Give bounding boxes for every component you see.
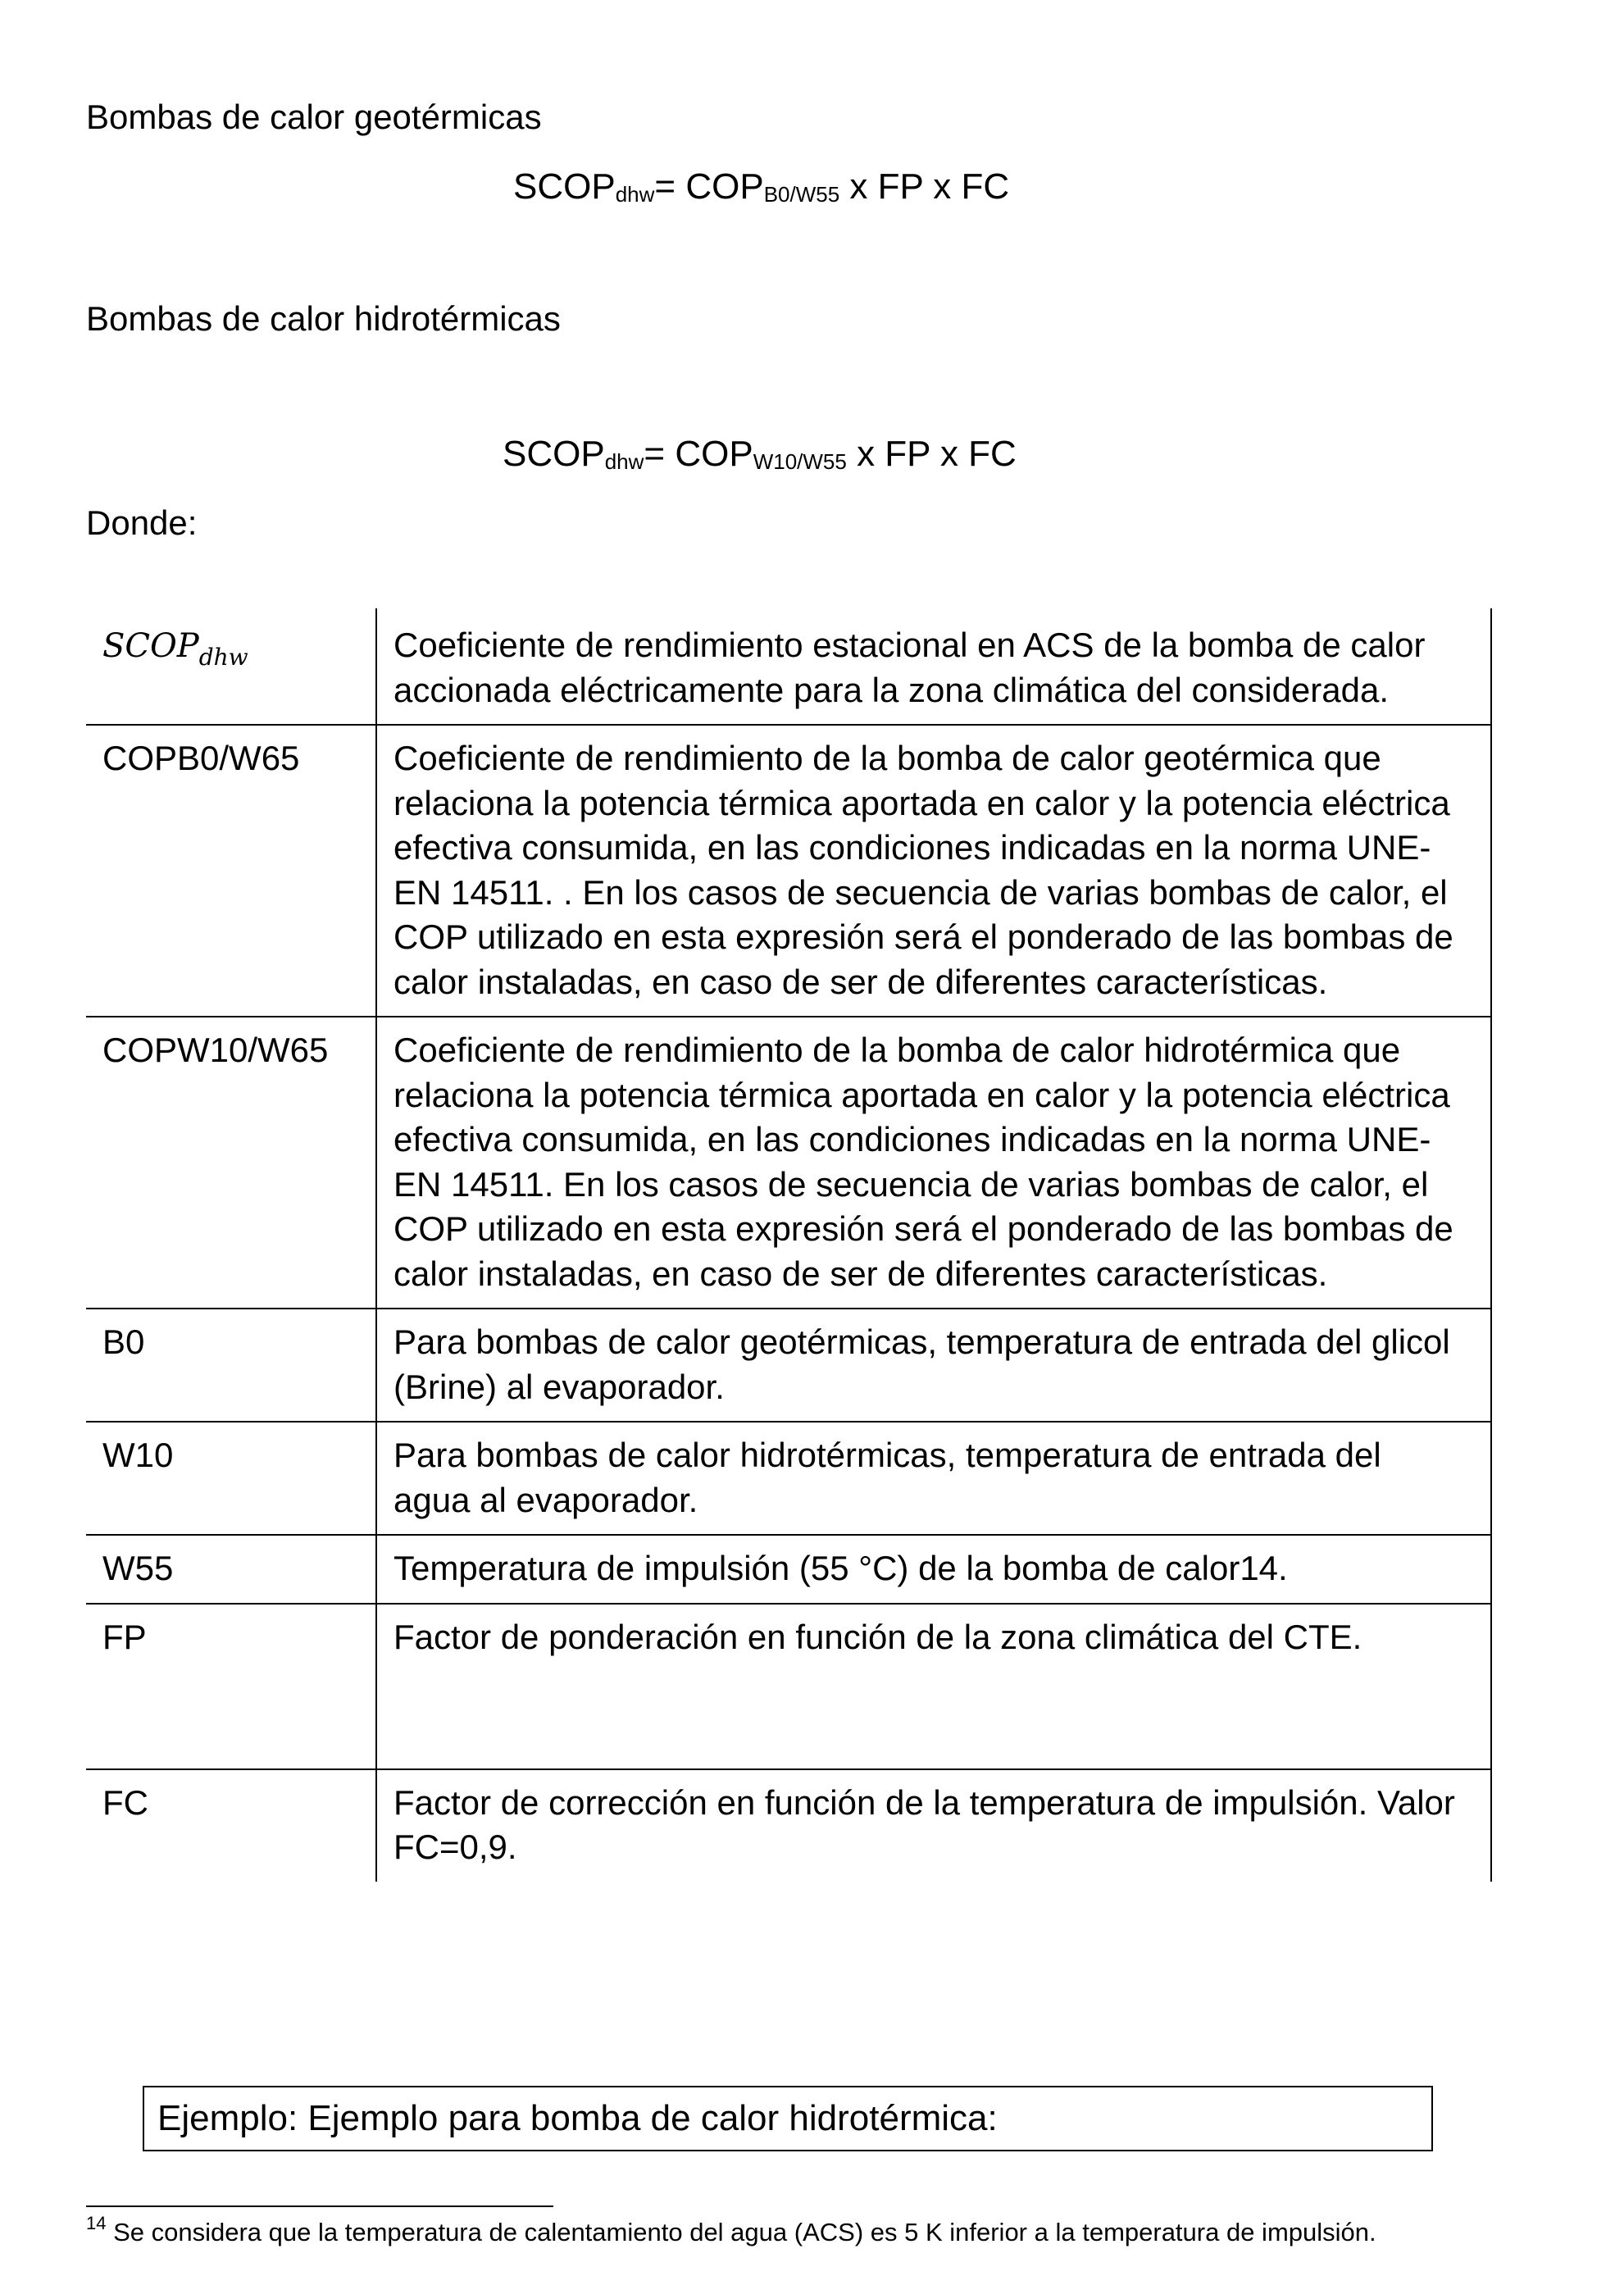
formula-factors: x FP x FC [839, 166, 1010, 207]
term-cell: FC [86, 1769, 376, 1882]
formula-equals-cop: = COP [644, 434, 753, 474]
example-box: Ejemplo: Ejemplo para bomba de calor hidrotérmica: [143, 2086, 1433, 2151]
description-cell: Factor de corrección en función de la temperatura de impulsión. Valor FC=0,9. [376, 1769, 1491, 1882]
section-title-geothermal: Bombas de calor geotérmicas [86, 98, 542, 136]
table-row [86, 1535, 1491, 1604]
table-row [86, 608, 1491, 725]
description-cell: Factor de ponderación en función de la zona climática del CTE. [376, 1604, 1491, 1769]
term-cell: FP [86, 1604, 376, 1769]
term-cell: W10 [86, 1422, 376, 1535]
formula-lhs: SCOP [503, 434, 605, 474]
footnote [86, 2215, 1492, 2250]
table-row [86, 1769, 1491, 1882]
formula-lhs: SCOP [513, 166, 616, 207]
section-title-hydrothermal: Bombas de calor hidrotérmicas [86, 299, 561, 338]
definitions-table [86, 608, 1492, 1882]
term-cell: B0 [86, 1309, 376, 1422]
formula-lhs-subscript: dhw [615, 182, 655, 207]
description-cell: Para bombas de calor geotérmicas, temperatura de entrada del glicol (Brine) al evaporador. [376, 1309, 1491, 1422]
formula-equals-cop: = COP [654, 166, 764, 207]
term-scop-dhw: $SCOP_{dhw}$ [102, 627, 248, 671]
formula-cop-subscript: W10/W55 [753, 449, 847, 474]
footnote-number: 14 [86, 2213, 107, 2233]
footnote-separator [86, 2205, 553, 2207]
description-cell: Temperatura de impulsión (55 °C) de la bomba de calor14. [376, 1535, 1491, 1604]
description-cell: Para bombas de calor hidrotérmicas, temperatura de entrada del agua al evaporador. [376, 1422, 1491, 1535]
term-cell: COPB0/W65 [86, 725, 376, 1017]
term-cell: W55 [86, 1535, 376, 1604]
where-label: Donde: [86, 503, 198, 542]
formula-hydrothermal [503, 432, 1017, 476]
formula-lhs-subscript: dhw [604, 449, 644, 474]
table-row [86, 1604, 1491, 1769]
formula-cop-subscript: B0/W55 [763, 182, 840, 207]
table-row [86, 1309, 1491, 1422]
formula-geothermal [513, 165, 1009, 209]
term-cell: COPW10/W65 [86, 1017, 376, 1309]
table-row [86, 1422, 1491, 1535]
description-cell: Coeficiente de rendimiento de la bomba de calor geotérmica que relaciona la potencia térmica aportada en calor y la potencia eléctrica efectiva consumida, en las condiciones indicadas en la norma UNE-EN 14511. . En los casos de secuencia de varias bombas de calor, el COP utilizado en esta expresión será el ponderado de las bombas de calor instaladas, en caso de ser de diferentes características. [376, 725, 1491, 1017]
description-cell: Coeficiente de rendimiento de la bomba de calor hidrotérmica que relaciona la potencia térmica aportada en calor y la potencia eléctrica efectiva consumida, en las condiciones indicadas en la norma UNE-EN 14511. En los casos de secuencia de varias bombas de calor, el COP utilizado en esta expresión será el ponderado de las bombas de calor instaladas, en caso de ser de diferentes características. [376, 1017, 1491, 1309]
formula-factors: x FP x FC [846, 434, 1017, 474]
term-cell [86, 608, 376, 725]
table-row [86, 725, 1491, 1017]
footnote-text: Se considera que la temperatura de calentamiento del agua (ACS) es 5 K inferior a la temperatura de impulsión. [106, 2218, 1376, 2246]
description-cell: Coeficiente de rendimiento estacional en ACS de la bomba de calor accionada eléctricamente para la zona climática del considerada. [376, 608, 1491, 725]
table-row [86, 1017, 1491, 1309]
